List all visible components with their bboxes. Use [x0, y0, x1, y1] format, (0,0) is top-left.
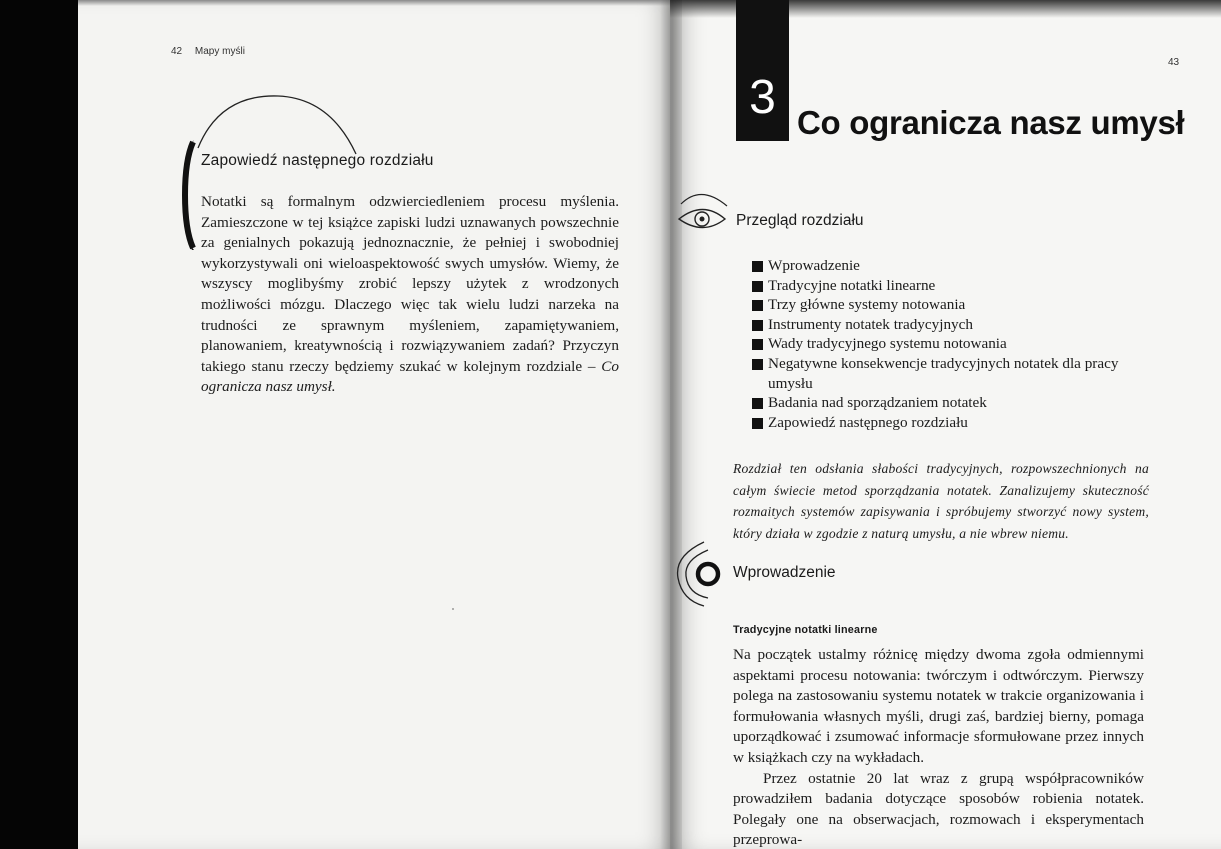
chapter-number: 3: [749, 71, 776, 124]
body-text: Notatki są formalnym odzwierciedleniem procesu myślenia. Zamieszczone w tej książce zapiski ludzi uznawanych powszechnie za genialnych pokazują jednoznacznie, że pełniej i swobodniej wykorzystywali oni wieloaspektowość swych umysłów. Wiemy, że wszyscy moglibyśmy zrobić lepszy użytek z wrodzonych możliwości mózgu. Dlaczego więc tak wielu ludzi narzeka na trudności ze sprawnym myśleniem, zapamiętywaniem, planowaniem, kreatywnością i rozwiązywaniem zadań? Przyczyn takiego stanu rzeczy będziemy szukać w kolejnym rozdziale –: [201, 193, 619, 375]
bullet-square-icon: [752, 418, 763, 429]
bullet-square-icon: [752, 359, 763, 370]
list-item: [752, 276, 1152, 296]
chapter-number-box: [736, 0, 789, 141]
subsection-title: Tradycyjne notatki linearne: [733, 624, 878, 636]
list-item-label: Wady tradycyjnego systemu notowania: [768, 335, 1007, 353]
intro-section-title: Wprowadzenie: [733, 564, 836, 581]
list-item: [752, 393, 1152, 413]
list-item-label: Instrumenty notatek tradycyjnych: [768, 315, 973, 333]
list-item: [752, 413, 1152, 433]
list-item-label: Tradycyjne notatki linearne: [768, 276, 936, 294]
chapter-title: Co ogranicza nasz umysł: [797, 104, 1185, 141]
bullet-square-icon: [752, 339, 763, 350]
page-number-right: 43: [1168, 57, 1180, 68]
list-item: [752, 354, 1152, 393]
running-header-title: Mapy myśli: [194, 46, 245, 57]
list-item: [752, 315, 1152, 335]
list-item-label: Wprowadzenie: [768, 257, 860, 274]
book-gutter: [660, 0, 682, 849]
list-item-label: Trzy główne systemy notowania: [768, 296, 966, 314]
scan-border-left: [0, 0, 78, 849]
chapter-overview-list: [752, 256, 1152, 432]
bullet-square-icon: [752, 398, 763, 409]
paragraph: Na początek ustalmy różnicę między dwoma zgoła odmiennymi aspektami procesu notowania: twórczym i odtwórczym. Pierwszy polega na zastosowaniu systemu notatek w trakcie organizowania i formułowania własnych myśli, drugi zaś, bardziej bierny, pomaga uporządkować i zsumować informacje sformułowane przez innych w książkach czy na wykładach.: [733, 646, 1144, 766]
list-item: [752, 256, 1152, 276]
list-item: [752, 295, 1152, 315]
eye-icon: [675, 186, 735, 234]
list-item-label: Negatywne konsekwencje tradycyjnych notatek dla pracy umysłu: [768, 354, 1119, 392]
list-item-label: Badania nad sporządzaniem notatek: [768, 394, 987, 412]
scan-speck: [452, 608, 454, 610]
right-page-body: [733, 645, 1144, 849]
running-header: [171, 46, 245, 57]
overview-title: Przegląd rozdziału: [736, 212, 864, 229]
page-number-left: 42: [171, 46, 183, 57]
bullet-square-icon: [752, 281, 763, 292]
section-title-zapowiedz: Zapowiedź następnego rozdziału: [201, 152, 434, 169]
bullet-square-icon: [752, 300, 763, 311]
chapter-intro-italic: Rozdział ten odsłania słabości tradycyjnych, rozpowszechnionych na całym świecie metod sporządzania notatek. Zanalizujemy skuteczność rozmaitych systemów zapisywania i spróbujemy stworzyć nowy system, który działa w zgodzie z naturą umysłu, a nie wbrew niemu.: [733, 461, 1149, 541]
section-bracket-icon: [182, 140, 196, 250]
bullet-square-icon: [752, 320, 763, 331]
list-item-label: Zapowiedź następnego rozdziału: [768, 413, 968, 431]
list-item: [752, 334, 1152, 354]
section-body-zapowiedz: [201, 192, 619, 398]
paragraph: Przez ostatnie 20 lat wraz z grupą współpracowników prowadziłem badania dotyczące sposobów robienia notatek. Polegały one na obserwacjach, rozmowach i eksperymentach przeprowa-: [733, 769, 1144, 849]
body-italic-text: Co ogranicza nasz umysł.: [201, 357, 619, 396]
bullet-square-icon: [752, 261, 763, 272]
concentric-circles-icon: [674, 538, 730, 610]
